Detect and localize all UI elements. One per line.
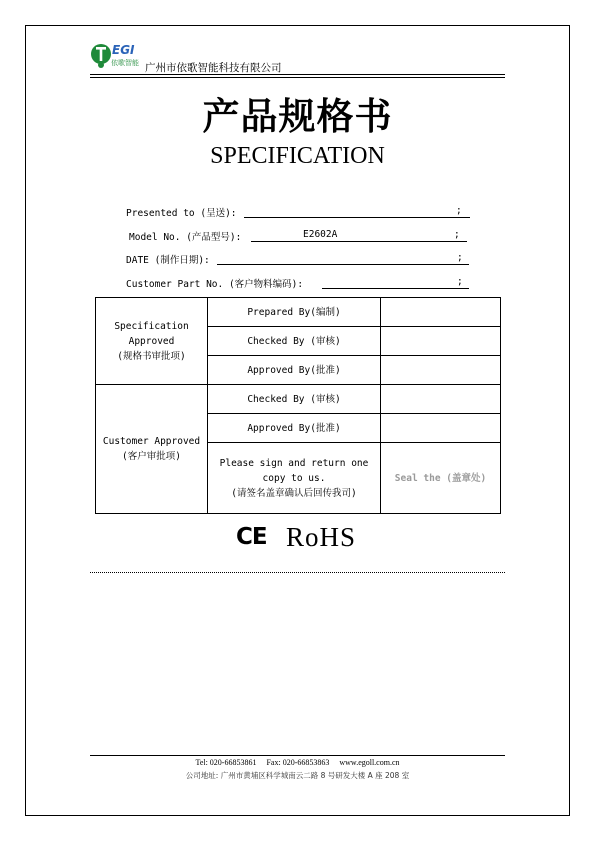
title-chinese: 产品规格书 xyxy=(202,95,393,138)
footer-contact xyxy=(0,758,595,767)
customer-group-label xyxy=(96,385,208,514)
return-instruction xyxy=(208,443,381,514)
signature-cell[interactable] xyxy=(381,298,501,327)
role-approved-by: Approved By(批准) xyxy=(208,356,381,385)
field-terminator: ; xyxy=(456,205,462,216)
signature-cell[interactable] xyxy=(381,385,501,414)
footer-fax: Fax: 020-66853863 xyxy=(266,758,330,767)
seal-cell[interactable] xyxy=(381,443,501,514)
logo-subtext: 依歌智能 xyxy=(111,59,139,67)
field-date xyxy=(126,252,469,266)
table-row xyxy=(96,298,501,327)
title-english: SPECIFICATION xyxy=(210,143,385,169)
spec-group-label xyxy=(96,298,208,385)
table-row xyxy=(96,385,501,414)
ce-mark: CE xyxy=(236,524,267,550)
role-prepared-by: Prepared By(编制) xyxy=(208,298,381,327)
field-value[interactable]: E2602A xyxy=(303,229,338,240)
customer-group-label-cn: (客户审批项) xyxy=(122,451,181,462)
role-approved-by: Approved By(批准) xyxy=(208,414,381,443)
field-terminator: ; xyxy=(457,252,463,263)
seal-label: Seal the (盖章处) xyxy=(394,472,487,484)
field-terminator: ; xyxy=(457,276,463,287)
field-label: DATE (制作日期): xyxy=(126,255,210,266)
company-name: 广州市依歌智能科技有限公司 xyxy=(145,62,282,74)
footer-tel: Tel: 020-66853861 xyxy=(195,758,257,767)
header-rule xyxy=(90,74,505,78)
field-label: Customer Part No. (客户物料编码): xyxy=(126,279,304,290)
company-logo xyxy=(90,40,145,74)
signature-cell[interactable] xyxy=(381,414,501,443)
spec-group-label-en1: Specification xyxy=(114,320,189,332)
field-model-no xyxy=(129,229,467,243)
signature-cell[interactable] xyxy=(381,327,501,356)
instruction-line-1: Please sign and return one xyxy=(219,457,369,469)
field-presented-to xyxy=(126,205,470,219)
role-checked-by: Checked By (审核) xyxy=(208,385,381,414)
rohs-mark: RoHS xyxy=(286,522,357,552)
approval-table xyxy=(95,297,501,514)
role-checked-by: Checked By (审核) xyxy=(208,327,381,356)
field-line xyxy=(322,288,469,289)
footer-website[interactable]: www.egoll.com.cn xyxy=(339,758,400,767)
instruction-line-2: copy to us. xyxy=(262,472,326,484)
field-label: Presented to (呈送): xyxy=(126,208,237,219)
spec-group-label-en2: Approved xyxy=(128,335,175,347)
dotted-divider xyxy=(90,572,505,573)
instruction-cn: (请签名盖章确认后回传我司) xyxy=(231,487,357,499)
field-line xyxy=(244,217,470,218)
footer-address: 公司地址: 广州市黄埔区科学城南云二路 8 号研发大楼 A 座 208 室 xyxy=(185,771,410,780)
field-line xyxy=(217,264,469,265)
field-label: Model No. (产品型号): xyxy=(129,232,242,243)
footer-rule xyxy=(90,755,505,756)
field-terminator: ; xyxy=(454,229,460,240)
customer-group-label-en: Customer Approved xyxy=(102,436,201,447)
field-customer-part-no xyxy=(126,276,469,290)
field-line xyxy=(251,241,467,242)
logo-text: EGI xyxy=(112,43,135,57)
signature-cell[interactable] xyxy=(381,356,501,385)
spec-group-label-cn: (规格书审批项) xyxy=(117,350,186,362)
